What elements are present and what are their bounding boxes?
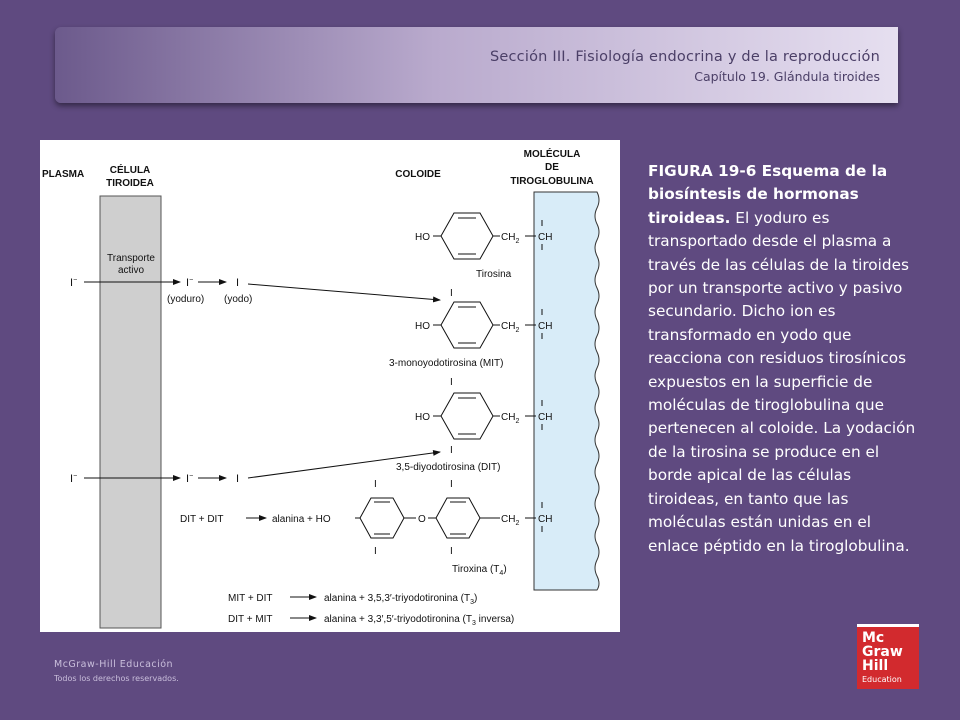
svg-text:CH2: $CH_2$ bbox=[501, 321, 520, 334]
svg-text:I: I bbox=[450, 445, 453, 456]
cell-header-2: TIROIDEA bbox=[106, 178, 154, 189]
transport-label-1: Transporte bbox=[107, 253, 155, 264]
logo-line-1: Mc bbox=[862, 630, 885, 646]
iodine-2: I bbox=[236, 473, 240, 485]
mit-plus-dit: MIT + DIT bbox=[228, 593, 273, 604]
t4-label: Tiroxina $(T_4)$ bbox=[452, 564, 507, 577]
reverse-t3-product: alanina + 3,3′,5′-triyodotironina ($T_3$ inversa) bbox=[324, 614, 515, 627]
figure-caption bbox=[648, 160, 916, 558]
plasma-header: PLASMA bbox=[42, 169, 85, 180]
dit-structure bbox=[415, 377, 552, 456]
logo-line-3: Hill bbox=[862, 658, 889, 674]
svg-text:O: O bbox=[418, 514, 426, 525]
iodide-plasma-2: I− bbox=[70, 473, 78, 485]
dit-label: 3,5-diyodotirosina (DIT) bbox=[396, 462, 501, 473]
iodide-label: (yoduro) bbox=[167, 294, 205, 305]
thyroglobulin-band bbox=[534, 192, 599, 590]
svg-text:CH2: $CH_2$ bbox=[501, 232, 520, 245]
t3-product: alanina + 3,5,3′-triyodotironina $(T_3)$ bbox=[324, 593, 478, 606]
svg-text:HO: HO bbox=[415, 232, 430, 243]
iodine-to-mit-arrow bbox=[248, 284, 440, 300]
svg-text:CH: CH bbox=[538, 514, 553, 525]
svg-text:HO: HO bbox=[415, 412, 430, 423]
logo-line-2: Graw bbox=[862, 644, 903, 660]
footer-rights: Todos los derechos reservados. bbox=[54, 674, 179, 683]
alanine-ho: alanina + HO bbox=[272, 514, 331, 525]
mit-label: 3-monoyodotirosina (MIT) bbox=[389, 358, 504, 369]
section-title: Sección III. Fisiología endocrina y de la reproducción bbox=[489, 49, 880, 65]
svg-text:HO: HO bbox=[415, 321, 430, 332]
svg-text:I: I bbox=[374, 479, 377, 490]
svg-text:CH: CH bbox=[538, 232, 553, 243]
svg-text:CH: CH bbox=[538, 321, 553, 332]
svg-text:I: I bbox=[450, 377, 453, 388]
svg-text:I: I bbox=[450, 546, 453, 557]
svg-text:CH2: $CH_2$ bbox=[501, 412, 520, 425]
mit-structure bbox=[415, 288, 552, 348]
svg-text:I: I bbox=[374, 546, 377, 557]
colloid-header: COLOIDE bbox=[395, 169, 441, 180]
thyroid-hormone-diagram bbox=[40, 140, 620, 632]
iodine-1: I bbox=[236, 277, 240, 289]
svg-text:I: I bbox=[450, 288, 453, 299]
dit-plus-mit: DIT + MIT bbox=[228, 614, 273, 625]
iodide-cell-1: I− bbox=[186, 277, 194, 289]
iodide-cell-2: I− bbox=[186, 473, 194, 485]
iodine-label: (yodo) bbox=[224, 294, 253, 305]
cell-header-1: CÉLULA bbox=[109, 165, 151, 176]
svg-text:CH: CH bbox=[538, 412, 553, 423]
molecule-header-2: DE bbox=[545, 162, 559, 173]
svg-text:I: I bbox=[450, 479, 453, 490]
molecule-header-3: TIROGLOBULINA bbox=[510, 176, 594, 187]
chapter-subtitle: Capítulo 19. Glándula tiroides bbox=[694, 69, 880, 84]
tyrosine-structure bbox=[415, 213, 552, 259]
t4-structure bbox=[355, 479, 552, 557]
iodide-plasma-1: I− bbox=[70, 277, 78, 289]
svg-text:CH2: $CH_2$ bbox=[501, 514, 520, 527]
caption-text: El yoduro es transportado desde el plasma a través de las células de la tiroides por un transporte activo y pasivo secundario. Dicho ion es transformado en yodo que reacciona con residuos tirosínicos expuestos en la superficie de moléculas de tiroglobulina que pertenecen al coloide. La yodación de la tirosina se produce en el borde apical de las células tiroideas, en tanto que las moléculas están unidas en el enlace péptido en la tiroglobulina. bbox=[648, 208, 916, 555]
header-bar bbox=[55, 27, 898, 103]
molecule-header-1: MOLÉCULA bbox=[523, 149, 581, 160]
mcgraw-hill-logo bbox=[857, 624, 919, 689]
footer-brand: McGraw-Hill Educación bbox=[54, 659, 174, 670]
dit-plus-dit: DIT + DIT bbox=[180, 514, 224, 525]
logo-line-4: Education bbox=[862, 675, 902, 684]
tyrosine-label: Tirosina bbox=[476, 269, 512, 280]
transport-label-2: activo bbox=[117, 265, 145, 276]
caption-title: FIGURA 19-6 Esquema de la biosíntesis de hormonas tiroideas. bbox=[648, 162, 888, 227]
